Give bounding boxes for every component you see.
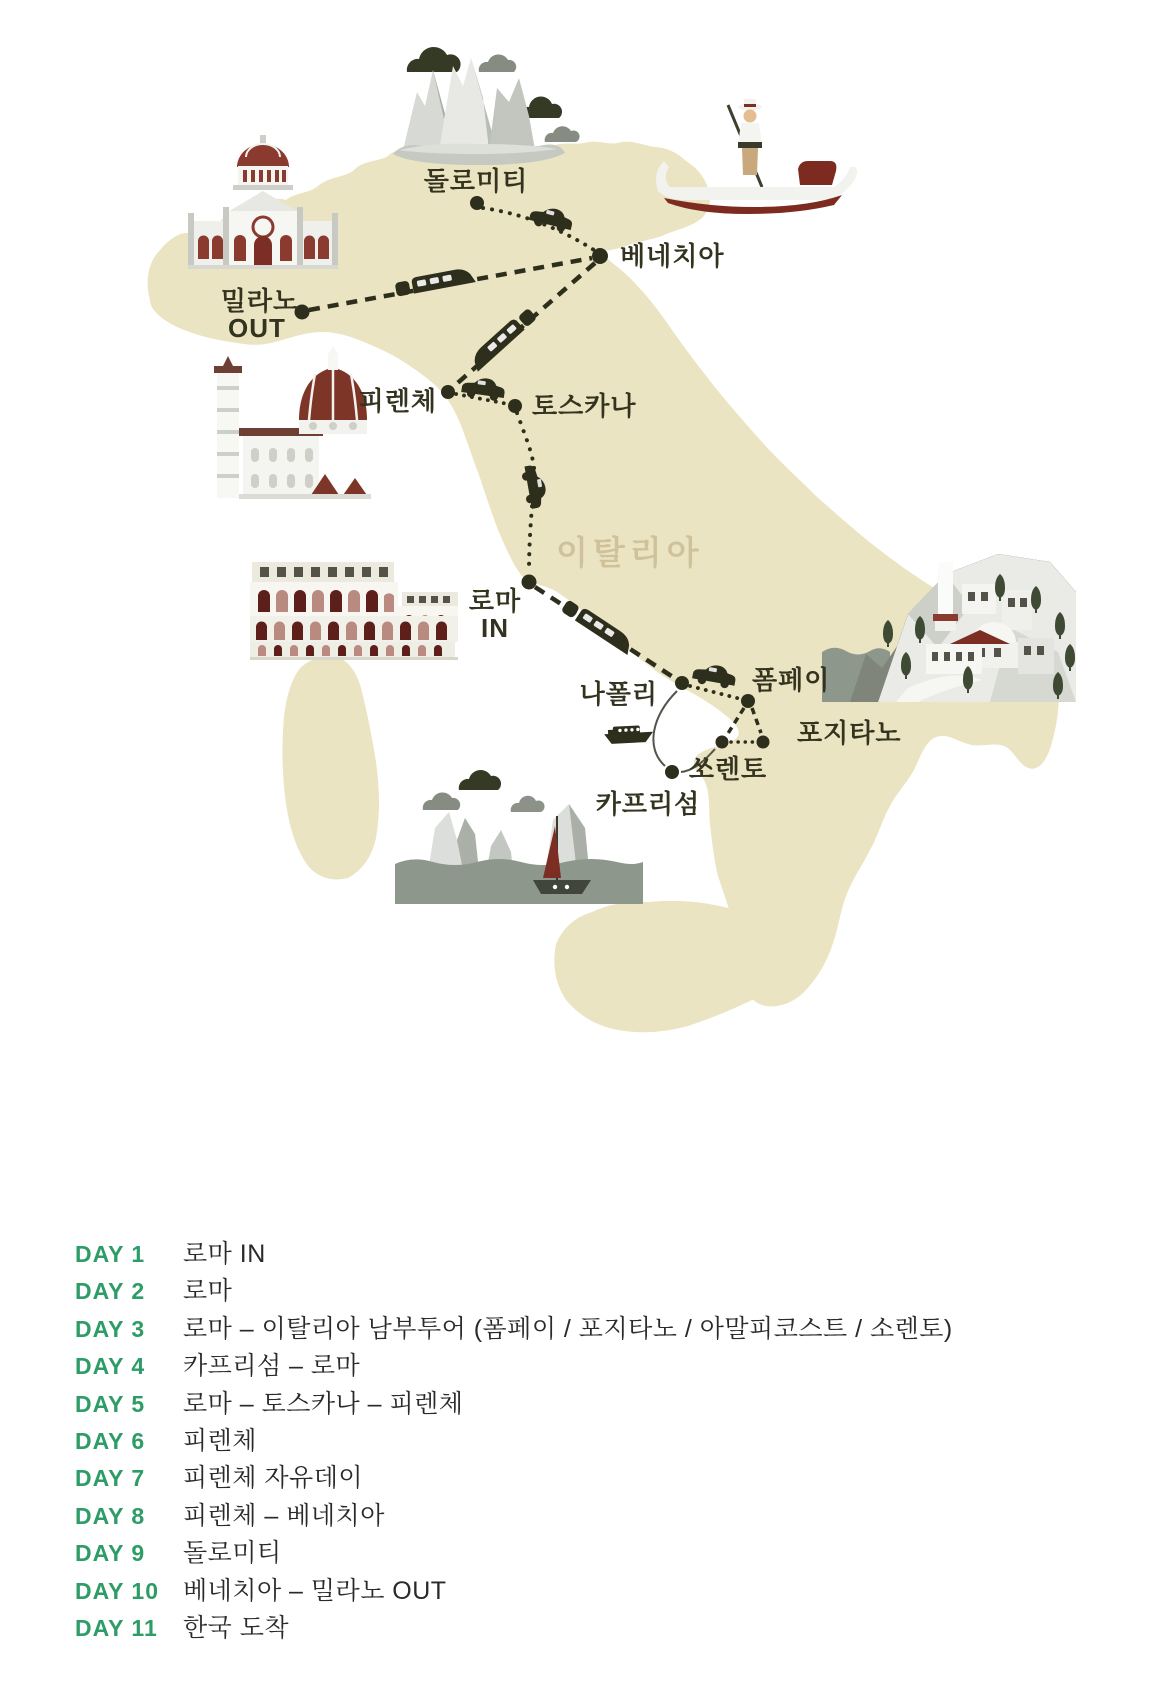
city-dot-toscana	[508, 399, 522, 413]
day-description: 돌로미티	[183, 1539, 282, 1568]
label-milano: 밀라노	[220, 286, 300, 316]
house-window	[994, 648, 1001, 657]
dolomites-mountains-illustration	[393, 47, 580, 165]
day-description: 로마	[183, 1277, 233, 1306]
mountain-peak	[403, 70, 445, 150]
day-label: DAY 1	[75, 1241, 146, 1267]
label-sorrento: 쏘렌토	[688, 754, 768, 784]
attic-left	[252, 562, 394, 582]
label-toscana: 토스카나	[532, 391, 637, 421]
itinerary-row	[75, 1496, 953, 1533]
mountain-peak	[489, 78, 535, 150]
itinerary-row	[75, 1458, 953, 1495]
wing-window	[318, 236, 329, 260]
drum-oculus	[349, 422, 357, 430]
pilaster	[332, 213, 338, 265]
house-window	[981, 592, 988, 601]
wing-window	[304, 236, 315, 260]
itinerary-row	[75, 1384, 953, 1421]
city-dot-pompei	[741, 694, 755, 708]
itinerary-row	[75, 1533, 953, 1570]
house-window	[1024, 646, 1031, 655]
day-description: 카프리섬 – 로마	[183, 1352, 361, 1381]
pilaster	[223, 207, 229, 265]
day-description: 베네치아 – 밀라노 OUT	[183, 1576, 447, 1605]
base-line	[188, 265, 338, 269]
day-label: DAY 3	[75, 1315, 146, 1342]
cloud-icon	[479, 54, 516, 72]
itinerary-row	[75, 1271, 953, 1308]
bell-tower	[938, 562, 953, 618]
label-venezia: 베네치아	[620, 241, 725, 271]
label-roma: 로마	[468, 586, 522, 616]
city-dot-positano	[757, 736, 770, 749]
city-dot-capri	[665, 765, 679, 779]
day-label: DAY 11	[75, 1614, 158, 1641]
sea	[395, 859, 643, 904]
wing-window	[198, 236, 209, 260]
city-dot-sorrento	[716, 736, 729, 749]
house-window	[1008, 598, 1015, 607]
campanile-spire	[223, 356, 233, 366]
day-label: DAY 5	[75, 1390, 146, 1417]
cloud-icon	[545, 126, 580, 142]
village-house	[1002, 590, 1032, 630]
day-label: DAY 9	[75, 1540, 146, 1567]
pilaster	[297, 207, 303, 265]
nave	[243, 436, 319, 498]
itinerary-row	[75, 1571, 953, 1608]
village-house	[1018, 638, 1054, 674]
label-pompei: 폼페이	[752, 665, 831, 695]
base-line	[239, 494, 371, 499]
day-label: DAY 4	[75, 1353, 146, 1380]
day-description: 로마 – 이탈리아 남부투어 (폼페이 / 포지타노 / 아말피코스트 / 소렌토)	[183, 1314, 953, 1343]
label-napoli: 나폴리	[579, 679, 658, 709]
cornice	[233, 185, 293, 190]
lantern-spire	[327, 346, 339, 356]
cloud-icon	[459, 770, 501, 790]
dome-roof	[237, 144, 289, 167]
gondola-seat	[798, 161, 836, 185]
gondolier-hat-band	[744, 104, 756, 107]
day-description: 피렌체	[183, 1426, 257, 1455]
city-dot-napoli	[675, 676, 689, 690]
rose-window	[253, 217, 273, 237]
drum-oculus	[309, 422, 317, 430]
itinerary-row	[75, 1346, 953, 1383]
day-label: DAY 2	[75, 1278, 146, 1305]
pilaster	[188, 213, 194, 265]
gondolier-sash	[738, 142, 762, 148]
bell-tower-cap	[933, 614, 958, 621]
sardinia-shape	[282, 656, 379, 879]
wing-window	[212, 236, 223, 260]
cloud-icon	[407, 47, 461, 72]
day-description: 한국 도착	[183, 1613, 290, 1642]
facade-window	[234, 235, 246, 261]
cloud-icon	[423, 792, 460, 810]
venice-gondola-illustration	[656, 99, 857, 214]
city-dot-venezia	[592, 248, 608, 264]
day-label: DAY 6	[75, 1427, 146, 1454]
day-description: 로마 – 토스카나 – 피렌체	[183, 1389, 464, 1418]
house-window	[1020, 598, 1027, 607]
bell-tower-base	[935, 621, 956, 631]
cloud-icon	[511, 796, 545, 812]
day-label: DAY 8	[75, 1502, 146, 1529]
city-dot-dolomiti	[470, 196, 484, 210]
itinerary-row	[75, 1421, 953, 1458]
label-firenze: 피렌체	[358, 386, 437, 416]
florence-duomo-illustration	[214, 346, 371, 499]
day-description: 로마 IN	[183, 1240, 266, 1268]
itinerary-list	[75, 1234, 953, 1645]
house-window	[1037, 646, 1044, 655]
gondolier-shirt	[738, 123, 762, 145]
campanile	[217, 372, 239, 498]
city-dot-firenze	[441, 385, 455, 399]
label-capri: 카프리섬	[595, 789, 701, 819]
day-description: 피렌체 자유데이	[183, 1464, 363, 1493]
village-house	[962, 584, 996, 614]
itinerary-row	[75, 1608, 953, 1645]
ferry-icon	[604, 725, 654, 745]
lantern	[328, 356, 338, 370]
label-roma-in: IN	[481, 613, 509, 643]
portal	[254, 236, 272, 265]
day-label: DAY 10	[75, 1577, 160, 1604]
gondolier-pants	[742, 148, 758, 175]
day-description: 피렌체 – 베네치아	[183, 1501, 385, 1530]
sicily-shape	[554, 901, 799, 1032]
label-dolomiti: 돌로미티	[423, 166, 529, 196]
itinerary-row	[75, 1309, 953, 1346]
label-positano: 포지타노	[797, 718, 902, 748]
rome-colosseum-illustration	[250, 562, 458, 660]
campanile-cap	[214, 366, 242, 373]
base-line	[250, 657, 458, 660]
day-label: DAY 7	[75, 1465, 146, 1492]
drum-oculus	[329, 422, 337, 430]
label-milano-out: OUT	[228, 313, 286, 343]
gondolier-head	[744, 110, 757, 123]
facade-window	[280, 235, 292, 261]
house-window	[968, 592, 975, 601]
city-dot-roma	[522, 575, 537, 590]
label-italia: 이탈리아	[556, 534, 704, 571]
itinerary-row	[75, 1234, 953, 1271]
